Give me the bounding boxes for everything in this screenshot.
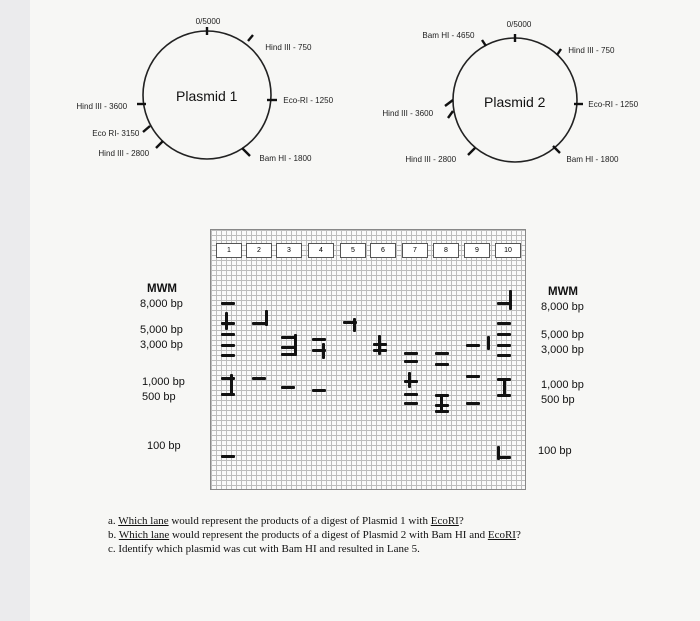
right-marker-3000: 3,000 bp: [541, 344, 584, 356]
plasmid-2-hind2800-label: Hind III - 2800: [405, 154, 457, 164]
plasmid-2-hind3600-label: Hind III - 3600: [382, 108, 434, 118]
question-a-prefix: a.: [108, 515, 119, 527]
lane-number-8: 8: [433, 243, 459, 258]
gel-band: [404, 360, 418, 363]
plasmid-2-eco1250-label: Eco-RI - 1250: [588, 99, 639, 109]
gel-band: [466, 344, 480, 347]
gel-streak: [225, 312, 228, 330]
lane-number-3: 3: [276, 243, 302, 258]
gel-band: [312, 338, 326, 341]
gel-band: [252, 377, 266, 380]
gel-band: [281, 353, 295, 356]
plasmid-2-title: Plasmid 2: [484, 94, 546, 110]
gel-band: [221, 302, 235, 305]
gel-band: [466, 402, 480, 405]
question-a-ecori: EcoRI: [430, 515, 459, 527]
gel-streak: [322, 343, 325, 359]
lane-number-4: 4: [308, 243, 334, 258]
gel-band: [497, 344, 511, 347]
gel-grid: [210, 229, 526, 490]
plasmid-1-eco3150-label: Eco RI- 3150: [92, 128, 140, 138]
gel-band: [435, 363, 449, 366]
gel-streak: [487, 336, 490, 350]
left-marker-100: 100 bp: [147, 440, 181, 452]
question-a-which-lane: Which lane: [118, 515, 169, 527]
question-c: c. Identify which plasmid was cut with Bam HI and resulted in Lane 5.: [108, 543, 420, 555]
questions-block: [108, 514, 521, 556]
question-b-which-lane: Which lane: [118, 529, 170, 541]
lane-number-5: 5: [340, 243, 366, 258]
question-b-end: ?: [515, 529, 521, 541]
lane-number-2: 2: [246, 243, 272, 258]
gel-streak: [353, 318, 356, 332]
gel-streak: [408, 372, 411, 388]
question-a-text: would represent the products of a digest of Plasmid 1 with: [168, 515, 431, 527]
plasmid-1-bam1800-label: Bam HI - 1800: [259, 153, 312, 163]
gel-band: [404, 402, 418, 405]
left-marker-500: 500 bp: [142, 391, 176, 403]
gel-band: [435, 352, 449, 355]
lane-number-9: 9: [464, 243, 490, 258]
lane-number-10: 10: [495, 243, 521, 258]
gel-band: [404, 393, 418, 396]
plasmid-2-origin-label: 0/5000: [506, 19, 532, 29]
right-mwm-header: MWM: [548, 286, 579, 298]
gel-band: [221, 455, 235, 458]
gel-band: [221, 354, 235, 357]
gel-streak: [378, 335, 381, 355]
right-marker-5000: 5,000 bp: [541, 329, 584, 341]
plasmid-1-origin-label: 0/5000: [195, 16, 221, 26]
gel-band: [221, 344, 235, 347]
lane-number-6: 6: [370, 243, 396, 258]
question-b-prefix: b.: [108, 529, 119, 541]
gel-streak: [509, 290, 512, 310]
plasmid-1-title: Plasmid 1: [176, 88, 238, 104]
plasmid-1-hind2800-label: Hind III - 2800: [98, 148, 150, 158]
lane-number-1: 1: [216, 243, 242, 258]
question-b-ecori: EcoRI: [487, 529, 516, 541]
left-mwm-header: MWM: [147, 283, 178, 295]
gel-band: [312, 389, 326, 392]
right-marker-1000: 1,000 bp: [541, 379, 584, 391]
gel-band: [466, 375, 480, 378]
left-marker-1000: 1,000 bp: [142, 376, 185, 388]
gel-band: [221, 322, 235, 325]
question-a-end: ?: [458, 515, 464, 527]
gel-band: [497, 354, 511, 357]
question-b: [108, 528, 521, 542]
gel-band: [281, 346, 295, 349]
plasmid-1-hind3600-label: Hind III - 3600: [76, 101, 128, 111]
plasmid-2-hind750-label: Hind III - 750: [568, 45, 615, 55]
left-marker-8000: 8,000 bp: [140, 298, 183, 310]
question-b-text: would represent the products of a digest of Plasmid 2 with Bam HI and: [169, 529, 488, 541]
left-marker-5000: 5,000 bp: [140, 324, 183, 336]
gel-band: [497, 322, 511, 325]
gel-band: [281, 336, 295, 339]
gel-band: [281, 386, 295, 389]
gel-streak: [265, 310, 268, 326]
lane-number-7: 7: [402, 243, 428, 258]
right-marker-8000: 8,000 bp: [541, 301, 584, 313]
plasmid-2-bam4650-label: Bam HI - 4650: [422, 30, 475, 40]
right-marker-100: 100 bp: [538, 445, 572, 457]
gel-streak: [294, 334, 297, 356]
gel-band: [252, 322, 266, 325]
gel-band: [221, 333, 235, 336]
left-marker-3000: 3,000 bp: [140, 339, 183, 351]
gel-band: [404, 352, 418, 355]
gel-streak: [440, 396, 443, 412]
gel-band: [404, 380, 418, 383]
gel-streak: [503, 378, 506, 396]
plasmid-1-eco1250-label: Eco-RI - 1250: [283, 95, 334, 105]
right-marker-500: 500 bp: [541, 394, 575, 406]
question-a: [108, 514, 521, 528]
plasmid-2-bam1800-label: Bam HI - 1800: [566, 154, 619, 164]
gel-streak: [497, 446, 500, 460]
gel-streak: [230, 374, 233, 394]
gel-band: [497, 333, 511, 336]
plasmid-1-hind750-label: Hind III - 750: [265, 42, 312, 52]
